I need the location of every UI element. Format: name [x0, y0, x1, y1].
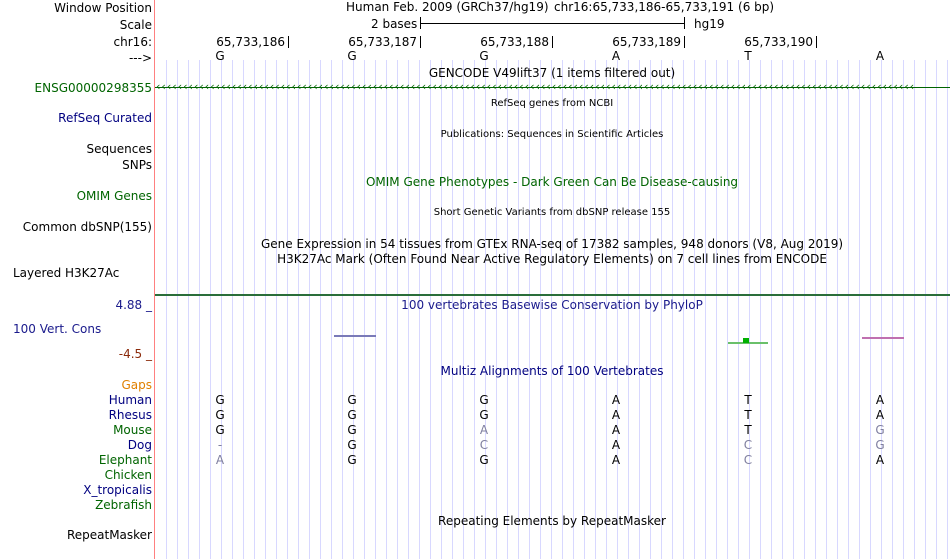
alignment-base: T — [744, 423, 752, 437]
species-label[interactable]: Elephant — [98, 453, 152, 467]
species-label[interactable]: Dog — [127, 438, 152, 452]
alignment-base: G — [347, 453, 357, 467]
species-label[interactable]: Chicken — [104, 468, 152, 482]
alignment-base: C — [743, 453, 753, 467]
repeatmasker-track-title[interactable]: Repeating Elements by RepeatMasker — [438, 514, 666, 528]
alignment-base: A — [479, 423, 489, 437]
alignment-base: T — [744, 408, 752, 422]
publications-track-title[interactable]: Publications: Sequences in Scientific Articles — [440, 129, 664, 140]
coordinate-tick — [816, 36, 817, 48]
alignment-base: A — [215, 453, 225, 467]
refseq-track-title[interactable]: RefSeq genes from NCBI — [490, 98, 614, 109]
alignment-base: G — [347, 408, 357, 422]
omim-genes-label[interactable]: OMIM Genes — [76, 189, 152, 203]
species-label[interactable]: Rhesus — [108, 408, 152, 422]
alignment-base: G — [215, 408, 225, 422]
alignment-base: A — [611, 393, 621, 407]
gene-strand-arrows[interactable]: ‹‹‹‹‹‹‹‹‹‹‹‹‹‹‹‹‹‹‹‹‹‹‹‹‹‹‹‹‹‹‹‹‹‹‹‹‹‹‹‹‹‹‹‹‹‹‹‹‹‹‹‹‹‹‹‹‹‹‹‹‹‹‹‹‹‹‹‹‹‹‹‹‹‹‹‹‹‹‹‹‹‹‹‹‹‹‹‹‹‹‹‹‹‹‹‹‹‹‹‹‹‹‹‹‹‹‹‹‹‹‹‹‹‹‹‹‹‹‹‹‹‹‹‹‹‹‹‹‹‹‹‹‹‹‹‹‹‹‹‹ — [155, 81, 915, 93]
multiz-track-title[interactable]: Multiz Alignments of 100 Vertebrates — [440, 364, 664, 378]
alignment-base: A — [875, 408, 885, 422]
conservation-min-label: -4.5 _ — [118, 347, 152, 361]
alignment-base: C — [479, 438, 489, 452]
alignment-base: G — [479, 453, 489, 467]
gencode-gene-label[interactable]: ENSG00000298355 — [34, 81, 152, 95]
alignment-base: G — [215, 423, 225, 437]
alignment-base: G — [479, 408, 489, 422]
alignment-base: G — [875, 438, 885, 452]
alignment-base: G — [347, 438, 357, 452]
coordinate-label: 65,733,190 — [744, 35, 813, 49]
database-label: hg19 — [694, 17, 725, 31]
reference-base[interactable]: A — [875, 49, 885, 63]
alignment-base: A — [875, 393, 885, 407]
omim-track-title[interactable]: OMIM Gene Phenotypes - Dark Green Can Be Disease-causing — [365, 175, 739, 189]
scale-label: Scale — [119, 18, 152, 32]
scale-bar — [420, 16, 685, 30]
alignment-base: A — [611, 453, 621, 467]
species-label[interactable]: Human — [108, 393, 152, 407]
alignment-base: A — [875, 453, 885, 467]
dbsnp-track-title[interactable]: Short Genetic Variants from dbSNP release 155 — [433, 207, 671, 218]
coordinate-tick — [288, 36, 289, 48]
conservation-max-label: 4.88 _ — [115, 298, 152, 312]
vert-cons-label[interactable]: 100 Vert. Cons — [13, 322, 102, 336]
snps-label[interactable]: SNPs — [122, 158, 152, 172]
common-dbsnp-label[interactable]: Common dbSNP(155) — [22, 220, 152, 234]
scale-text: 2 bases — [371, 17, 418, 31]
position-readout: chr16:65,733,186-65,733,191 (6 bp) — [554, 0, 775, 14]
reference-base[interactable]: G — [215, 49, 225, 63]
conservation-signal-peak — [743, 338, 749, 343]
sequences-label[interactable]: Sequences — [86, 142, 152, 156]
gencode-track-title[interactable]: GENCODE V49lift37 (1 items filtered out) — [428, 66, 676, 80]
alignment-base: A — [611, 408, 621, 422]
alignment-base: G — [479, 393, 489, 407]
reference-base[interactable]: G — [347, 49, 357, 63]
h3k27ac-track-title[interactable]: H3K27Ac Mark (Often Found Near Active Regulatory Elements) on 7 cell lines from ENCODE — [277, 252, 827, 266]
alignment-base: G — [347, 393, 357, 407]
refseq-curated-label[interactable]: RefSeq Curated — [58, 111, 152, 125]
species-label[interactable]: Zebrafish — [95, 498, 152, 512]
coordinate-label: 65,733,189 — [612, 35, 681, 49]
coordinate-label: 65,733,188 — [480, 35, 549, 49]
coordinate-label: 65,733,187 — [348, 35, 417, 49]
reference-base[interactable]: T — [744, 49, 752, 63]
coordinate-tick — [420, 36, 421, 48]
alignment-base: T — [744, 393, 752, 407]
repeatmasker-label[interactable]: RepeatMasker — [66, 528, 152, 542]
strand-label: ---> — [128, 51, 152, 65]
window-position-label: Window Position — [54, 1, 152, 15]
alignment-base: G — [875, 423, 885, 437]
alignment-base: A — [611, 423, 621, 437]
coordinate-tick — [552, 36, 553, 48]
reference-base[interactable]: G — [479, 49, 489, 63]
h3k27ac-signal-line — [155, 294, 950, 296]
layered-h3k27ac-label[interactable]: Layered H3K27Ac — [13, 266, 120, 280]
species-label[interactable]: Mouse — [113, 423, 152, 437]
assembly-title: Human Feb. 2009 (GRCh37/hg19) — [346, 0, 549, 14]
coordinate-tick — [684, 36, 685, 48]
gaps-label[interactable]: Gaps — [121, 378, 152, 392]
gtex-track-title[interactable]: Gene Expression in 54 tissues from GTEx RNA-seq of 17382 samples, 948 donors (V8, Aug 2019) — [260, 237, 844, 251]
chromosome-label: chr16: — [113, 35, 152, 49]
reference-base[interactable]: A — [611, 49, 621, 63]
species-label[interactable]: X_tropicalis — [83, 483, 152, 497]
alignment-base: - — [217, 438, 223, 452]
alignment-base: G — [215, 393, 225, 407]
alignment-base: C — [743, 438, 753, 452]
coordinate-label: 65,733,186 — [216, 35, 285, 49]
conservation-signal-bar — [334, 335, 376, 337]
alignment-base: G — [347, 423, 357, 437]
conservation-track-title[interactable]: 100 vertebrates Basewise Conservation by PhyloP — [401, 298, 703, 312]
alignment-base: A — [611, 438, 621, 452]
conservation-signal-bar — [862, 337, 904, 339]
